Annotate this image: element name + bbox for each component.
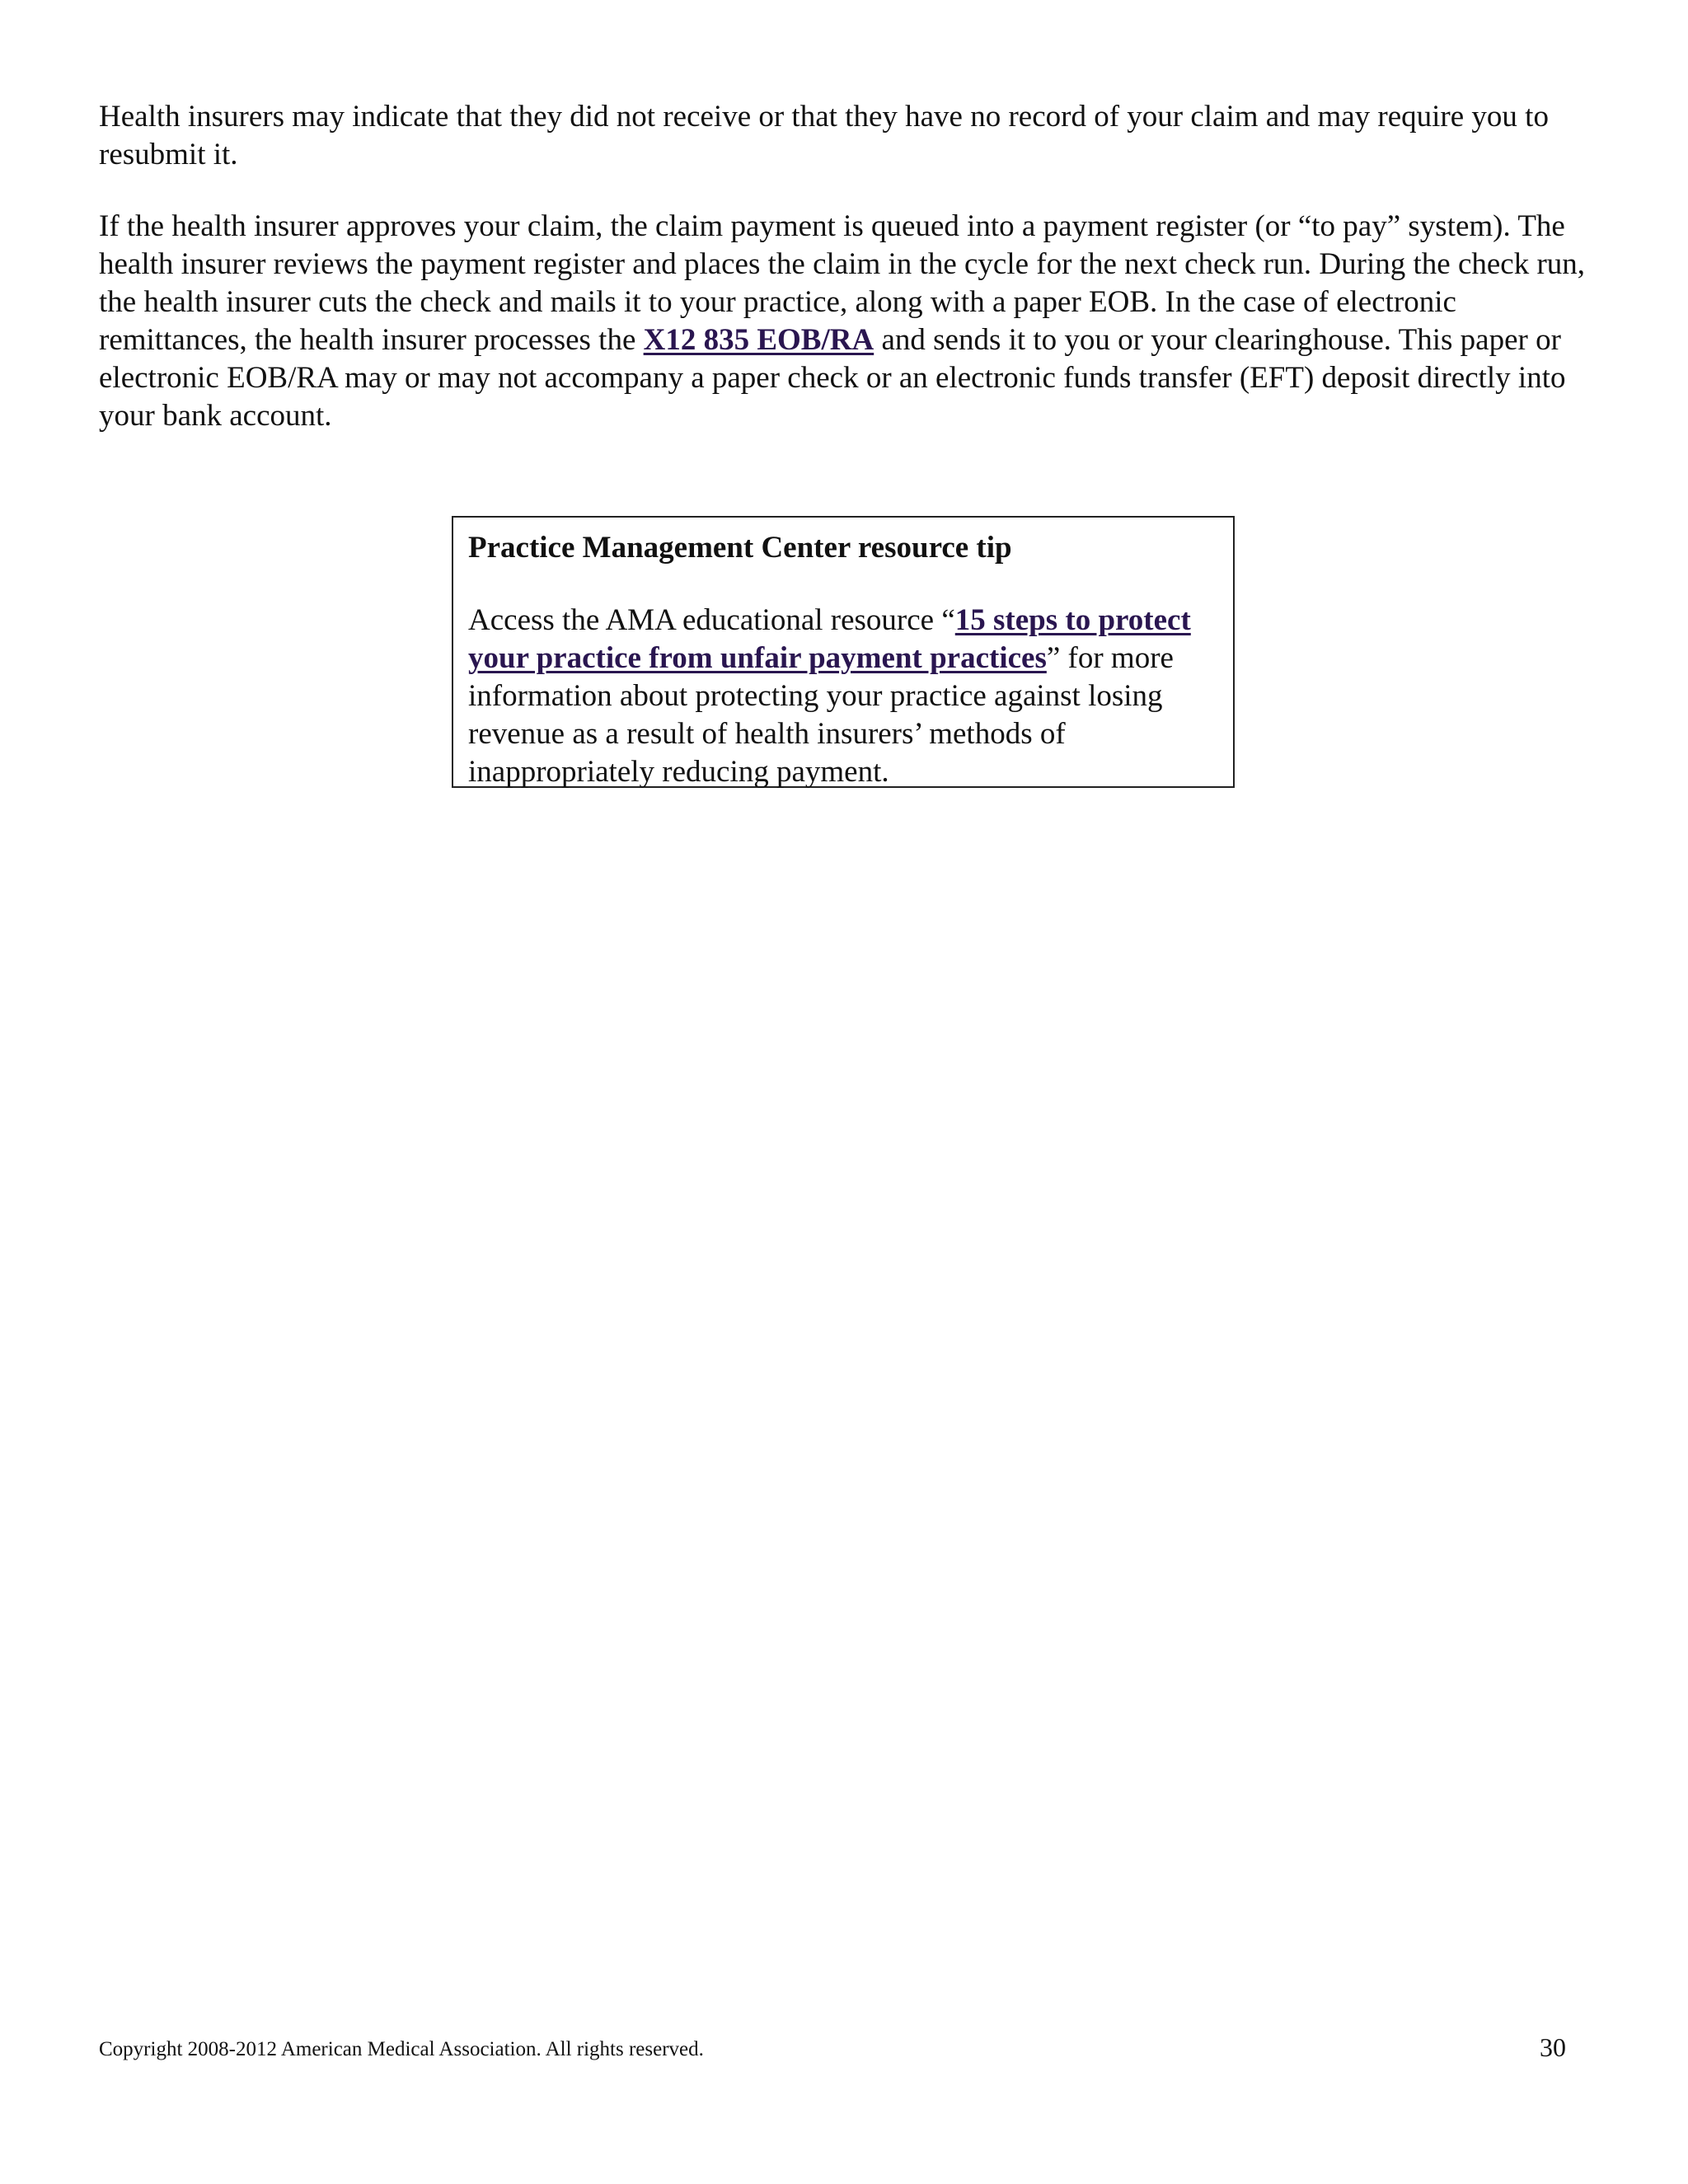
tip-heading: Practice Management Center resource tip [468, 531, 1012, 565]
paragraph-resubmit: Health insurers may indicate that they did not receive or that they have no record of your claim and may require you to resubmit it. [99, 100, 1549, 171]
paragraph-text: If the health insurer approves your claim, the claim payment is queued into a payment register (or “to pay” system). The health insurer reviews the payment register and places the claim in the cycle for the next check run. During the check run, the health insurer cuts the check and mails it to your practice, along with a paper EOB. In the case of electronic remittances, the health insurer processes the [99, 209, 1586, 357]
fifteen-steps-link[interactable]: 15 steps to protect your practice from unfair payment practices [468, 603, 1191, 675]
paragraph-claim-payment [99, 208, 1599, 435]
tip-text: ” for more information about protecting your practice against losing revenue as a result of health insurers’ methods of inappropriately reducing payment. [468, 641, 1174, 789]
footer-copyright: Copyright 2008-2012 American Medical Association. All rights reserved. [99, 2038, 704, 2060]
resource-tip-box [452, 516, 1235, 788]
page-number: 30 [1540, 2032, 1566, 2062]
paragraph-text: and sends it to you or your clearinghouse. This paper or electronic EOB/RA may or may not accompany a paper check or an electronic funds transfer (EFT) deposit directly into your bank account. [99, 323, 1566, 433]
tip-text: Access the AMA educational resource “ [468, 603, 955, 637]
x12-835-link[interactable]: X12 835 EOB/RA [643, 323, 874, 357]
tip-body [468, 602, 1226, 791]
